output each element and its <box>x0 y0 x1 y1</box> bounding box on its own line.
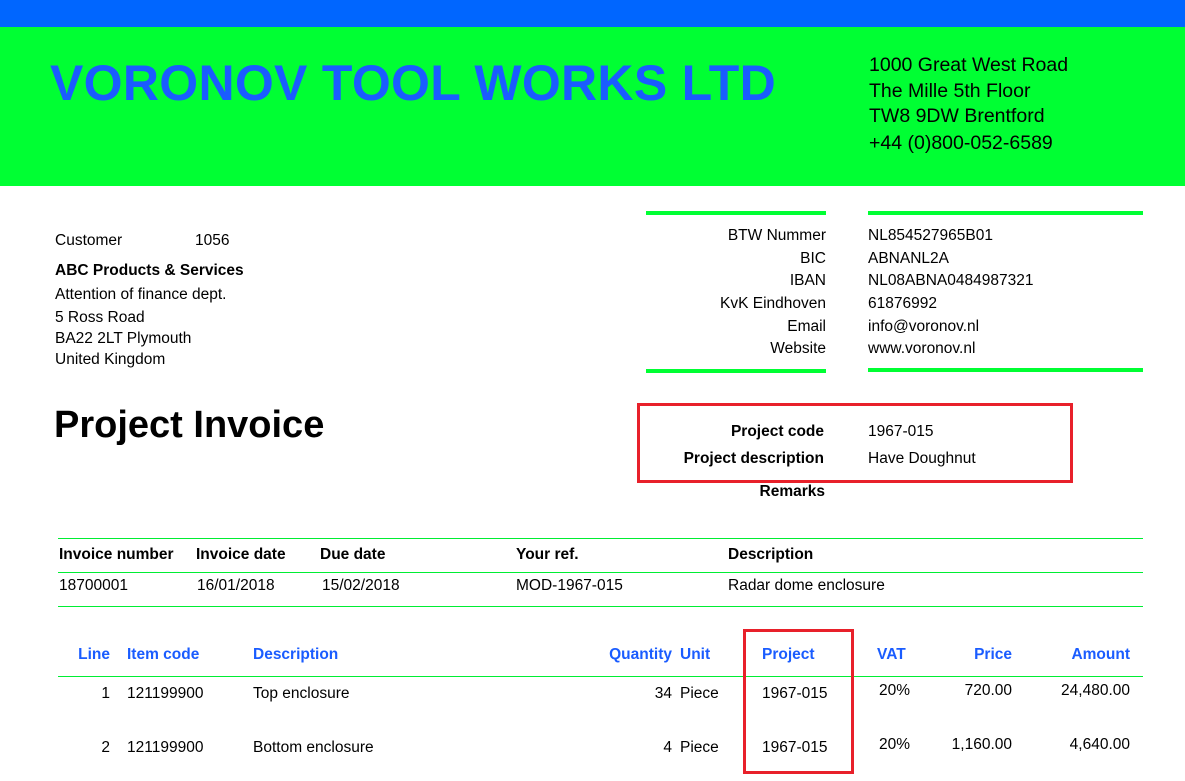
table-row-quantity: 34 <box>654 685 672 702</box>
table-row-line: 1 <box>101 685 110 702</box>
customer-attention: Attention of finance dept. <box>55 286 227 303</box>
detail-value-bic: ABNANL2A <box>868 250 949 267</box>
col-line: Line <box>78 646 110 663</box>
remarks-label: Remarks <box>759 483 825 500</box>
detail-label-website: Website <box>770 340 826 357</box>
details-rule <box>646 369 826 373</box>
invoice-date-value: 16/01/2018 <box>197 577 275 594</box>
document-title: Project Invoice <box>54 404 325 446</box>
project-description-label: Project description <box>683 450 824 467</box>
detail-value-kvk: 61876992 <box>868 295 937 312</box>
details-rule <box>868 211 1143 215</box>
project-code-value: 1967-015 <box>868 423 934 440</box>
col-project: Project <box>762 646 815 663</box>
col-vat: VAT <box>877 646 906 663</box>
table-row-vat: 20% <box>879 682 911 699</box>
detail-label-iban: IBAN <box>789 272 826 289</box>
customer-country: United Kingdom <box>55 351 166 368</box>
table-rule <box>58 606 1143 607</box>
table-row-project: 1967-015 <box>762 685 828 702</box>
col-unit: Unit <box>680 646 711 663</box>
company-address-line: TW8 9DW Brentford <box>869 105 1045 127</box>
customer-name: ABC Products & Services <box>55 262 244 279</box>
company-phone: +44 (0)800-052-6589 <box>869 132 1053 154</box>
project-highlight-box <box>637 403 1073 483</box>
col-invoice-date: Invoice date <box>196 546 286 563</box>
table-row-unit: Piece <box>680 685 719 702</box>
col-due-date: Due date <box>320 546 386 563</box>
col-your-ref: Your ref. <box>516 546 579 563</box>
col-description: Description <box>728 546 814 563</box>
detail-value-email: info@voronov.nl <box>868 318 980 335</box>
table-row-price: 1,160.00 <box>951 736 1012 753</box>
invoice-number-value: 18700001 <box>59 577 128 594</box>
company-address-line: 1000 Great West Road <box>869 54 1069 76</box>
col-invoice-number: Invoice number <box>59 546 174 563</box>
details-rule <box>868 368 1143 372</box>
detail-value-website: www.voronov.nl <box>868 340 976 357</box>
customer-street: 5 Ross Road <box>55 309 145 326</box>
col-line-description: Description <box>253 646 339 663</box>
table-row-item-code: 121199900 <box>127 739 204 756</box>
table-row-unit: Piece <box>680 739 719 756</box>
col-amount: Amount <box>1071 646 1130 663</box>
col-item-code: Item code <box>127 646 200 663</box>
detail-label-kvk: KvK Eindhoven <box>720 295 826 312</box>
table-row-description: Bottom enclosure <box>253 739 374 756</box>
table-row-price: 720.00 <box>964 682 1012 699</box>
table-row-item-code: 121199900 <box>127 685 204 702</box>
table-row-project: 1967-015 <box>762 739 828 756</box>
col-price: Price <box>974 646 1012 663</box>
customer-label: Customer <box>55 232 123 249</box>
detail-label-btw: BTW Nummer <box>727 227 826 244</box>
detail-label-email: Email <box>787 318 826 335</box>
description-value: Radar dome enclosure <box>728 577 885 594</box>
top-color-bar <box>0 0 1185 27</box>
detail-label-bic: BIC <box>800 250 826 267</box>
table-rule <box>58 572 1143 573</box>
due-date-value: 15/02/2018 <box>322 577 400 594</box>
detail-value-iban: NL08ABNA0484987321 <box>868 272 1034 289</box>
company-address-line: The Mille 5th Floor <box>869 80 1031 102</box>
table-row-amount: 4,640.00 <box>1069 736 1130 753</box>
table-row-description: Top enclosure <box>253 685 350 702</box>
table-rule <box>58 538 1143 539</box>
table-row-quantity: 4 <box>663 739 672 756</box>
project-description-value: Have Doughnut <box>868 450 976 467</box>
table-rule <box>58 676 1143 677</box>
project-code-label: Project code <box>730 423 824 440</box>
details-rule <box>646 211 826 215</box>
your-ref-value: MOD-1967-015 <box>516 577 623 594</box>
company-name: VORONOV TOOL WORKS LTD <box>50 55 777 111</box>
table-row-amount: 24,480.00 <box>1061 682 1130 699</box>
table-row-line: 2 <box>101 739 110 756</box>
customer-number: 1056 <box>195 232 230 249</box>
project-column-highlight-box <box>743 629 854 774</box>
table-row-vat: 20% <box>879 736 911 753</box>
col-quantity: Quantity <box>609 646 672 663</box>
customer-city: BA22 2LT Plymouth <box>55 330 192 347</box>
detail-value-btw: NL854527965B01 <box>868 227 993 244</box>
